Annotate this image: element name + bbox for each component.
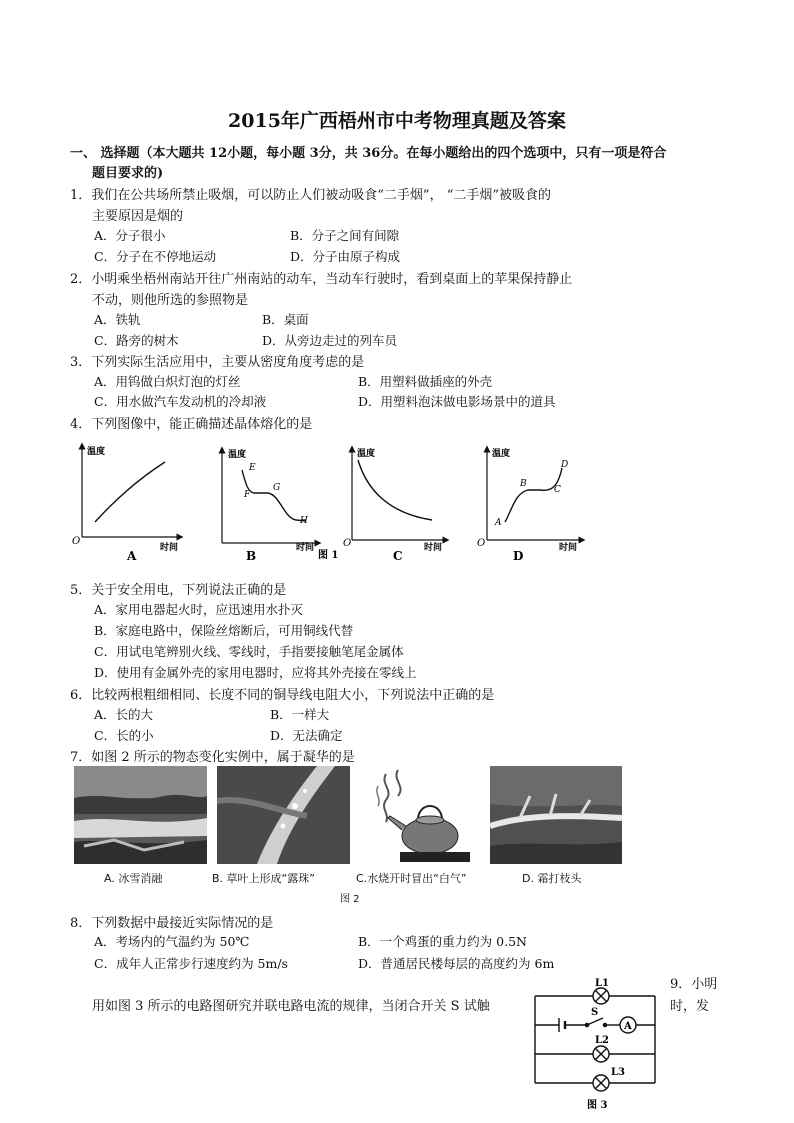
circuit-label-l1: L1 bbox=[595, 978, 609, 989]
graph-c-origin: O bbox=[343, 538, 352, 549]
q2-option-a: A．铁轨 bbox=[94, 312, 141, 327]
q1-option-a: A．分子很小 bbox=[94, 228, 166, 243]
graph-a-label: A bbox=[127, 549, 137, 563]
graph-b-point-h: H bbox=[300, 516, 308, 526]
graph-d-point-d: D bbox=[561, 460, 569, 470]
graph-d-xlabel: 时间 bbox=[559, 543, 578, 553]
circuit-label-l2: L2 bbox=[595, 1035, 609, 1046]
q3-stem: 3．下列实际生活应用中，主要从密度角度考虑的是 bbox=[70, 355, 365, 370]
q6-option-d: D．无法确定 bbox=[270, 728, 343, 743]
q1-option-d: D．分子由原子构成 bbox=[290, 249, 401, 264]
photo-b-caption: B. 草叶上形成“露珠” bbox=[212, 872, 315, 885]
q3-option-b: B．用塑料做插座的外壳 bbox=[358, 374, 493, 389]
q3-option-d: D．用塑料泡沫做电影场景中的道具 bbox=[358, 394, 556, 409]
q1-stem-cont: 主要原因是烟的 bbox=[92, 209, 184, 224]
graph-b-point-e: E bbox=[249, 463, 256, 473]
q5-option-c: C．用试电笔辨别火线、零线时，手指要接触笔尾金属体 bbox=[94, 644, 404, 659]
q8-option-a: A．考场内的气温约为 50℃ bbox=[94, 934, 250, 949]
section-heading-cont: 题目要求的) bbox=[92, 166, 164, 181]
graph-a-ylabel: 温度 bbox=[87, 447, 106, 457]
q1-stem: 1．我们在公共场所禁止吸烟，可以防止人们被动吸食“二手烟”， “二手烟”被吸食的 bbox=[70, 188, 551, 203]
circuit-label-ammeter: A bbox=[624, 1021, 632, 1032]
graph-d-point-b: B bbox=[520, 479, 527, 489]
graph-d-point-a: A bbox=[495, 518, 502, 528]
q8-option-d: D．普通居民楼每层的高度约为 6m bbox=[358, 956, 555, 971]
q1-option-c: C．分子在不停地运动 bbox=[94, 249, 217, 264]
figure-2-caption: 图 2 bbox=[340, 894, 360, 905]
photo-c-caption: C.水烧开时冒出“白气” bbox=[356, 872, 467, 885]
q2-option-b: B．桌面 bbox=[262, 312, 309, 327]
photo-a-caption: A. 冰雪消融 bbox=[104, 872, 163, 885]
graph-a bbox=[82, 446, 180, 537]
graph-a-origin: O bbox=[72, 536, 81, 547]
graph-d-label: D bbox=[513, 549, 524, 563]
section-heading: 一、 选择题（本大题共 12小题，每小题 3分，共 36分。在每小题给出的四个选项中，只有一项是符合 bbox=[70, 146, 667, 161]
q1-option-b: B．分子之间有间隙 bbox=[290, 228, 400, 243]
q5-stem: 5．关于安全用电，下列说法正确的是 bbox=[70, 583, 287, 598]
circuit-label-s: S bbox=[591, 1007, 599, 1018]
graph-d-origin: O bbox=[477, 538, 486, 549]
q2-stem: 2．小明乘坐梧州南站开往广州南站的动车，当动车行驶时，看到桌面上的苹果保持静止 bbox=[70, 272, 573, 287]
photo-ice-melting bbox=[74, 766, 207, 864]
graph-c-xlabel: 时间 bbox=[424, 543, 443, 553]
q9-number: 9．小明 bbox=[670, 977, 718, 992]
q6-option-a: A．长的大 bbox=[94, 707, 154, 722]
q2-option-d: D．从旁边走过的列车员 bbox=[262, 333, 398, 348]
q7-stem: 7．如图 2 所示的物态变化实例中，属于凝华的是 bbox=[70, 750, 355, 765]
q8-option-c: C．成年人正常步行速度约为 5m/s bbox=[94, 956, 288, 971]
q9-stem: 用如图 3 所示的电路图研究并联电路电流的规律，当闭合开关 S 试触 bbox=[92, 999, 490, 1014]
q2-stem-cont: 不动，则他所选的参照物是 bbox=[92, 293, 249, 308]
graph-b-point-g: G bbox=[273, 483, 281, 493]
figure-3-circuit bbox=[525, 976, 665, 1114]
graph-c-label: C bbox=[393, 549, 403, 563]
q5-option-a: A．家用电器起火时，应迅速用水扑灭 bbox=[94, 602, 304, 617]
photo-d-caption: D. 霜打枝头 bbox=[522, 872, 582, 885]
q2-option-c: C．路旁的树木 bbox=[94, 333, 179, 348]
figure-1-caption: 图 1 bbox=[318, 550, 339, 561]
q5-option-d: D．使用有金属外壳的家用电器时，应将其外壳接在零线上 bbox=[94, 665, 417, 680]
graph-b-ylabel: 温度 bbox=[228, 450, 247, 460]
graph-b-xlabel: 时间 bbox=[296, 543, 315, 553]
photo-frost-on-branches bbox=[490, 766, 622, 864]
photo-kettle-steam bbox=[360, 766, 480, 864]
page-title: 2015年广西梧州市中考物理真题及答案 bbox=[228, 110, 566, 132]
graph-b-point-f: F bbox=[244, 490, 251, 500]
graph-b bbox=[222, 450, 318, 543]
graph-c bbox=[352, 449, 446, 540]
graph-c-ylabel: 温度 bbox=[357, 449, 376, 459]
figure-3-caption: 图 3 bbox=[587, 1100, 608, 1111]
photo-dew-on-grass bbox=[217, 766, 350, 864]
circuit-label-l3: L3 bbox=[611, 1067, 625, 1078]
q6-stem: 6．比较两根粗细相同、长度不同的铜导线电阻大小，下列说法中正确的是 bbox=[70, 688, 495, 703]
q8-option-b: B．一个鸡蛋的重力约为 0.5N bbox=[358, 934, 527, 949]
q5-option-b: B．家庭电路中，保险丝熔断后，可用铜线代替 bbox=[94, 623, 354, 638]
graph-d-point-c: C bbox=[554, 485, 561, 495]
q8-stem: 8．下列数据中最接近实际情况的是 bbox=[70, 916, 274, 931]
q6-option-c: C．长的小 bbox=[94, 728, 154, 743]
q4-stem: 4．下列图像中，能正确描述晶体熔化的是 bbox=[70, 417, 313, 432]
q3-option-c: C．用水做汽车发动机的冷却液 bbox=[94, 394, 267, 409]
q3-option-a: A．用钨做白炽灯泡的灯丝 bbox=[94, 374, 241, 389]
graph-d-ylabel: 温度 bbox=[492, 449, 511, 459]
graph-a-xlabel: 时间 bbox=[160, 543, 179, 553]
q6-option-b: B．一样大 bbox=[270, 707, 330, 722]
q9-stem-right: 时，发 bbox=[670, 999, 710, 1014]
graph-b-label: B bbox=[246, 549, 257, 563]
